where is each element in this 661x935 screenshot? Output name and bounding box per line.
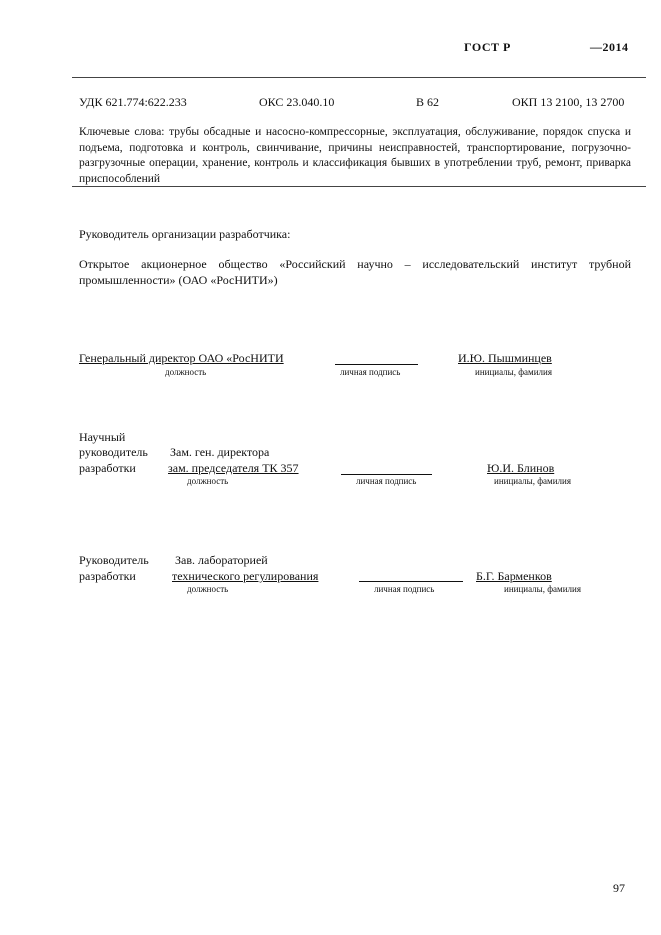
group-code: В 62	[416, 95, 440, 109]
udk-code: УДК 621.774:622.233	[79, 95, 187, 109]
dev-lead-caption-position: должность	[187, 584, 229, 594]
dev-lead-name: Б.Г. Барменков	[476, 569, 552, 583]
okp-code: ОКП 13 2100, 13 2700	[512, 95, 625, 109]
dev-lead-caption-signature: личная подпись	[374, 584, 435, 594]
sci-lead-role-3: разработки	[79, 461, 136, 475]
dev-lead-position-1: Зав. лабораторией	[175, 553, 268, 567]
org-name: Открытое акционерное общество «Российский научно – исследовательский институт трубной промышленности» (ОАО «РосНИТИ»)	[79, 257, 631, 287]
dev-lead-position-2: технического регулирования	[172, 569, 319, 583]
sci-lead-position-1: Зам. ген. директора	[170, 445, 270, 459]
sci-lead-role-2: руководитель	[79, 445, 148, 459]
oks-code: ОКС 23.040.10	[259, 95, 335, 109]
dev-lead-caption-name: инициалы, фамилия	[504, 584, 581, 594]
sci-lead-role-1: Научный	[79, 430, 126, 444]
top-rule	[72, 77, 646, 78]
sci-lead-caption-position: должность	[187, 476, 229, 486]
standard-designation: ГОСТ Р	[464, 40, 511, 54]
sci-lead-position-2: зам. председателя ТК 357	[168, 461, 299, 475]
keywords: Ключевые слова: трубы обсадные и насосно-компрессорные, эксплуатация, обслуживание, порядок спуска и подъема, подготовка и контроль, свинчивание, причины неисправностей, транспортирование, погрузочно-разгрузочные операции, хранение, контроль и классификация бывших в употреблении труб, ремонт, приварка приспособлений	[79, 126, 631, 185]
director-signature-line	[335, 364, 418, 365]
keywords-rule	[72, 186, 646, 187]
dev-lead-signature-line	[359, 581, 463, 582]
org-head-label: Руководитель организации разработчика:	[79, 227, 291, 241]
director-caption-position: должность	[165, 367, 207, 377]
standard-year: —2014	[590, 40, 629, 54]
director-name: И.Ю. Пышминцев	[458, 351, 552, 365]
sci-lead-caption-name: инициалы, фамилия	[494, 476, 571, 486]
director-caption-signature: личная подпись	[340, 367, 401, 377]
sci-lead-name: Ю.И. Блинов	[487, 461, 555, 475]
director-caption-name: инициалы, фамилия	[475, 367, 552, 377]
page-number: 97	[613, 881, 625, 895]
sci-lead-signature-line	[341, 474, 432, 475]
dev-lead-role-1: Руководитель	[79, 553, 149, 567]
director-position: Генеральный директор ОАО «РосНИТИ	[79, 351, 284, 365]
dev-lead-role-2: разработки	[79, 569, 136, 583]
sci-lead-caption-signature: личная подпись	[356, 476, 417, 486]
